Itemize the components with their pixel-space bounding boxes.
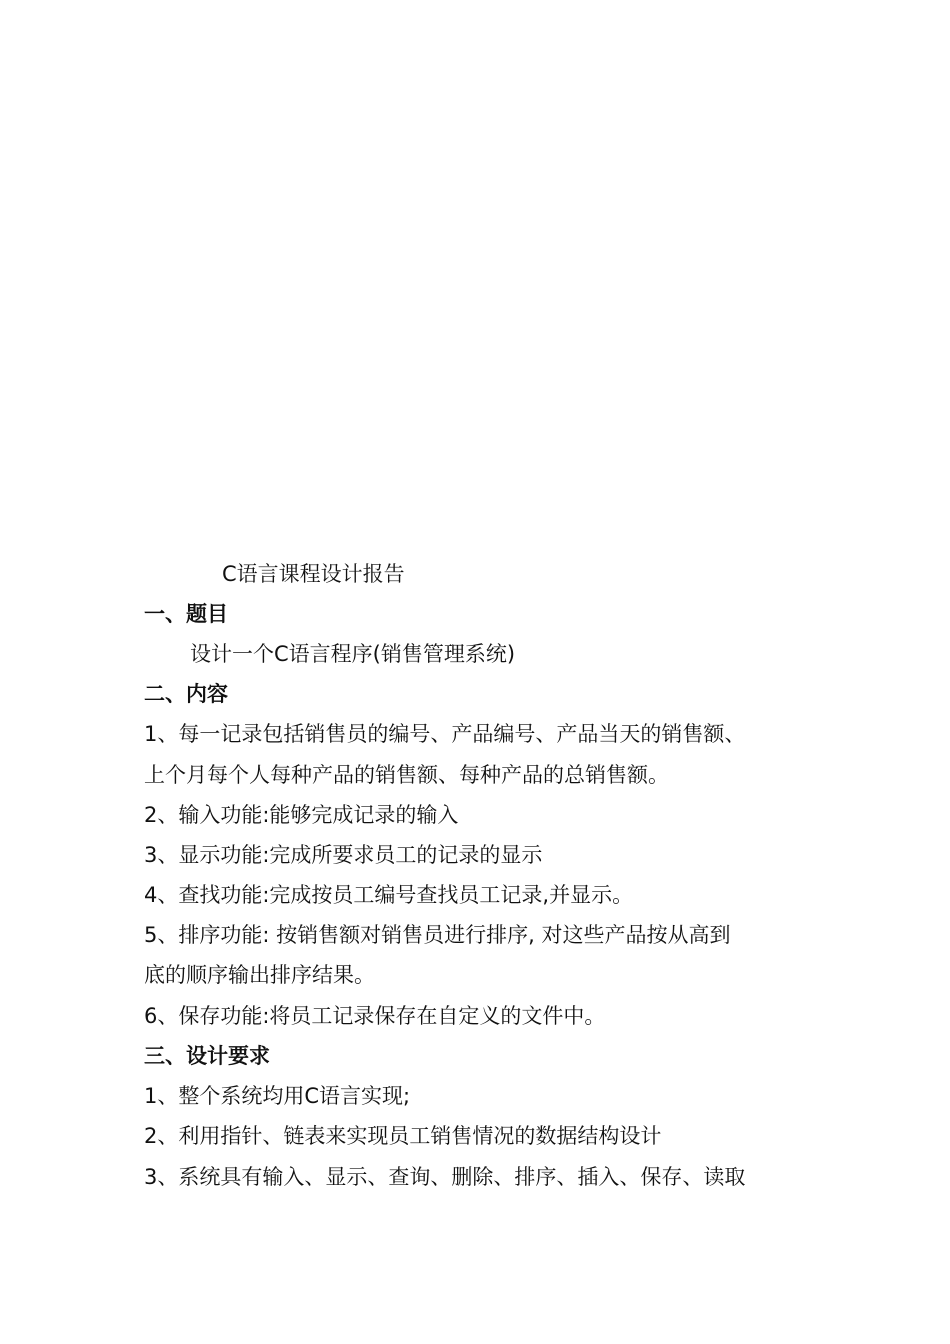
content-line: 3、显示功能:完成所要求员工的记录的显示 (144, 843, 543, 867)
content-line: 4、查找功能:完成按员工编号查找员工记录,并显示。 (144, 883, 634, 907)
topic-text: 设计一个C语言程序(销售管理系统) (190, 642, 516, 666)
document-title: C语言课程设计报告 (222, 562, 405, 586)
content-line: 5、排序功能: 按销售额对销售员进行排序, 对这些产品按从高到 (144, 923, 731, 947)
section-heading-topic: 一、题目 (144, 602, 228, 626)
content-line: 底的顺序输出排序结果。 (144, 963, 375, 987)
content-line: 2、输入功能:能够完成记录的输入 (144, 803, 459, 827)
requirement-line: 2、利用指针、链表来实现员工销售情况的数据结构设计 (144, 1124, 662, 1148)
requirement-line: 3、系统具有输入、显示、查询、删除、排序、插入、保存、读取 (144, 1165, 746, 1189)
requirement-line: 1、整个系统均用C语言实现; (144, 1084, 411, 1108)
section-heading-content: 二、内容 (144, 682, 228, 706)
content-line: 6、保存功能:将员工记录保存在自定义的文件中。 (144, 1004, 606, 1028)
content-line: 上个月每个人每种产品的销售额、每种产品的总销售额。 (144, 763, 669, 787)
section-heading-requirements: 三、设计要求 (144, 1044, 270, 1068)
content-line: 1、每一记录包括销售员的编号、产品编号、产品当天的销售额、 (144, 722, 746, 746)
